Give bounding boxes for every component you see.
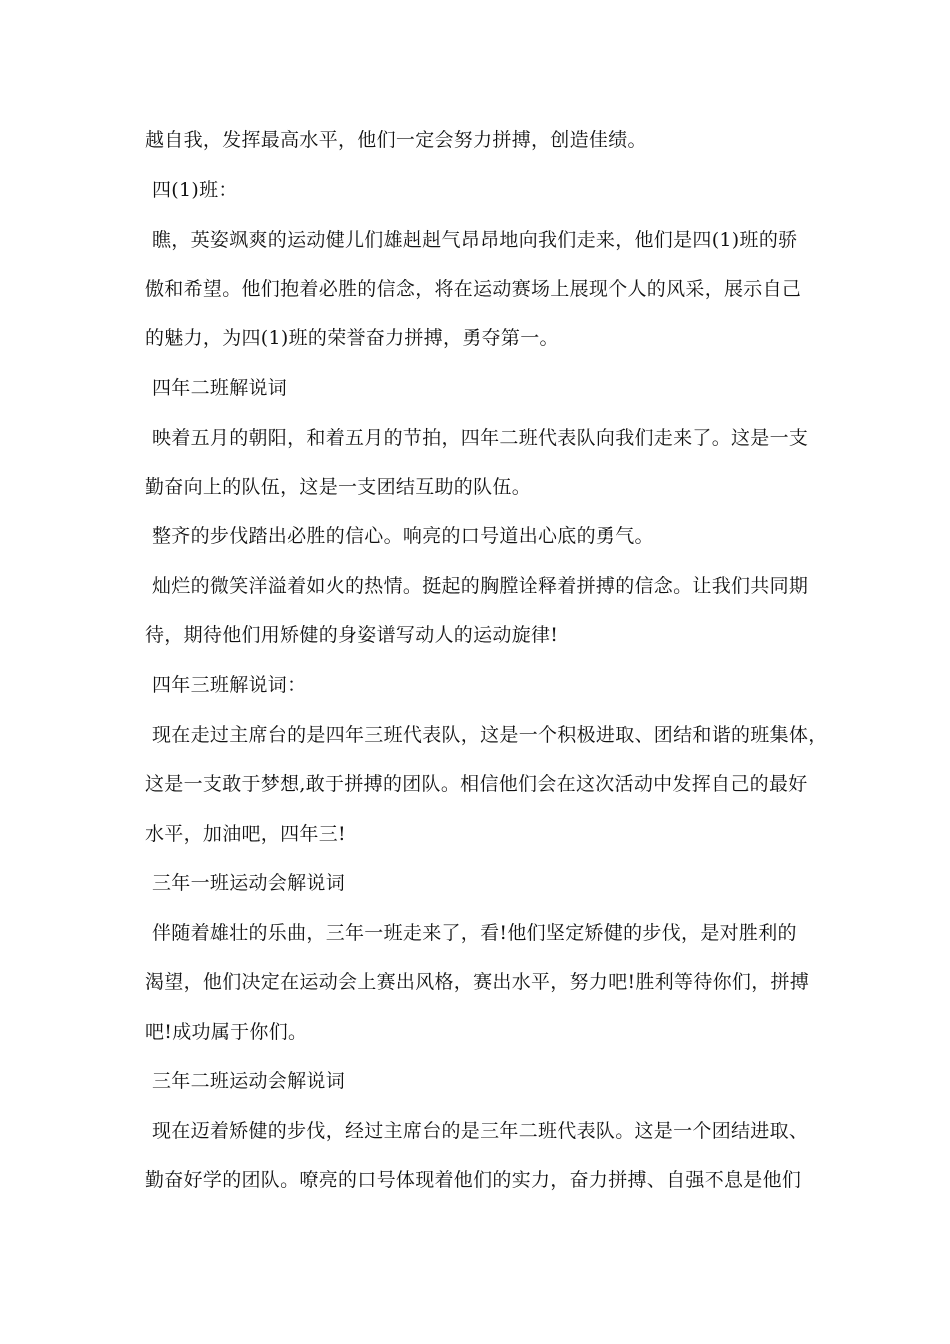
- text-line: 水平，加油吧，四年三!: [145, 823, 346, 845]
- text-line: 这是一支敢于梦想,敢于拼搏的团队。相信他们会在这次活动中发挥自己的最好: [145, 773, 808, 795]
- text-line: 整齐的步伐踏出必胜的信心。响亮的口号道出心底的勇气。: [152, 525, 654, 547]
- text-line: 待，期待他们用矫健的身姿谱写动人的运动旋律!: [145, 624, 559, 646]
- text-line: 勤奋好学的团队。嘹亮的口号体现着他们的实力，奋力拼搏、自强不息是他们: [145, 1169, 802, 1191]
- text-line: 映着五月的朝阳，和着五月的节拍，四年二班代表队向我们走来了。这是一支: [152, 427, 809, 449]
- text-line: 渴望，他们决定在运动会上赛出风格，赛出水平，努力吧!胜利等待你们，拼搏: [145, 971, 810, 993]
- section-heading: 三年一班运动会解说词: [152, 872, 346, 894]
- text-line: 灿烂的微笑洋溢着如火的热情。挺起的胸膛诠释着拼搏的信念。让我们共同期: [152, 575, 809, 597]
- text-line: 伴随着雄壮的乐曲，三年一班走来了，看!他们坚定矫健的步伐，是对胜利的: [152, 922, 797, 944]
- text-line: 吧!成功属于你们。: [145, 1021, 308, 1043]
- text-line: 现在走过主席台的是四年三班代表队，这是一个积极进取、团结和谐的班集体，: [152, 724, 828, 746]
- section-heading: 三年二班运动会解说词: [152, 1070, 346, 1092]
- text-line: 的魅力，为四(1)班的荣誉奋力拼搏，勇夺第一。: [145, 327, 559, 349]
- text-line: 勤奋向上的队伍，这是一支团结互助的队伍。: [145, 476, 532, 498]
- text-line: 现在迈着矫健的步伐，经过主席台的是三年二班代表队。这是一个团结进取、: [152, 1120, 809, 1142]
- text-line: 傲和希望。他们抱着必胜的信念，将在运动赛场上展现个人的风采，展示自己: [145, 278, 802, 300]
- text-line: 越自我，发挥最高水平，他们一定会努力拼搏，创造佳绩。: [145, 129, 647, 151]
- text-line: 瞧，英姿飒爽的运动健儿们雄赳赳气昂昂地向我们走来，他们是四(1)班的骄: [152, 229, 798, 251]
- text-line: 四(1)班：: [152, 179, 238, 201]
- section-heading: 四年二班解说词: [152, 377, 288, 399]
- section-heading: 四年三班解说词：: [152, 674, 307, 696]
